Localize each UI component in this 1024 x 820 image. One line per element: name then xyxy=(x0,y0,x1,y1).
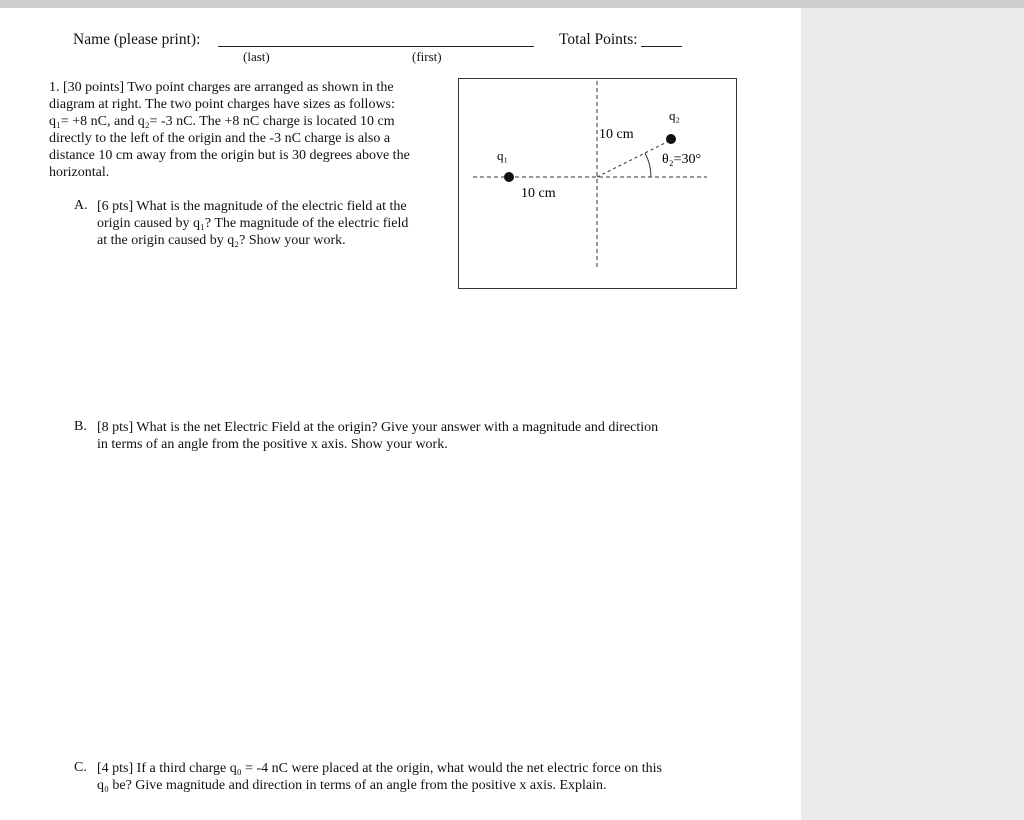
intro-line: q₁= +8 nC, and q₂= -3 nC. The +8 nC charge is located 10 cm xyxy=(49,114,395,129)
q2-label: q₂ xyxy=(669,108,681,123)
part-b-letter: B. xyxy=(74,419,87,434)
angle-label: θ₂=30° xyxy=(662,152,702,167)
document-page xyxy=(0,8,801,820)
part-a-text xyxy=(97,198,408,249)
q1-label: q₁ xyxy=(497,148,509,163)
total-points-blank-line xyxy=(641,46,682,47)
intro-line: 1. [30 points] Two point charges are arranged as shown in the xyxy=(49,80,394,95)
q2-radial-dashed xyxy=(597,140,671,177)
q2-charge xyxy=(666,134,676,144)
angle-arc xyxy=(645,153,651,177)
charge-diagram xyxy=(458,78,737,289)
viewer-top-bar xyxy=(0,0,1024,8)
part-a-line: [6 pts] What is the magnitude of the electric field at the xyxy=(97,199,407,214)
q1-charge xyxy=(504,172,514,182)
part-b-line: in terms of an angle from the positive x axis. Show your work. xyxy=(97,437,448,452)
name-blank-line xyxy=(218,46,534,47)
part-a-line: origin caused by q₁? The magnitude of the electric field xyxy=(97,216,409,231)
part-c-line: [4 pts] If a third charge q₀ = -4 nC were placed at the origin, what would the net electric force on this xyxy=(97,761,662,776)
part-c-text xyxy=(97,760,662,794)
diagram-svg xyxy=(459,79,738,290)
part-b-line: [8 pts] What is the net Electric Field at the origin? Give your answer with a magnitude and direction xyxy=(97,420,659,435)
last-name-caption: (last) xyxy=(243,49,270,64)
intro-line: directly to the left of the origin and the -3 nC charge is also a xyxy=(49,131,391,146)
q1-distance-label: 10 cm xyxy=(521,186,556,201)
q2-distance-label: 10 cm xyxy=(599,127,634,142)
total-points-label: Total Points: xyxy=(559,31,638,48)
problem-intro xyxy=(49,79,410,181)
name-label: Name (please print): xyxy=(73,31,201,48)
part-c-letter: C. xyxy=(74,760,87,775)
intro-line: diagram at right. The two point charges have sizes as follows: xyxy=(49,97,395,112)
part-a-letter: A. xyxy=(74,198,88,213)
part-a-line: at the origin caused by q₂? Show your work. xyxy=(97,233,346,248)
intro-line: distance 10 cm away from the origin but is 30 degrees above the xyxy=(49,148,410,163)
first-name-caption: (first) xyxy=(412,49,442,64)
part-b-text xyxy=(97,419,658,453)
part-c-line: q₀ be? Give magnitude and direction in terms of an angle from the positive x axis. Explain. xyxy=(97,778,607,793)
intro-line: horizontal. xyxy=(49,165,110,180)
